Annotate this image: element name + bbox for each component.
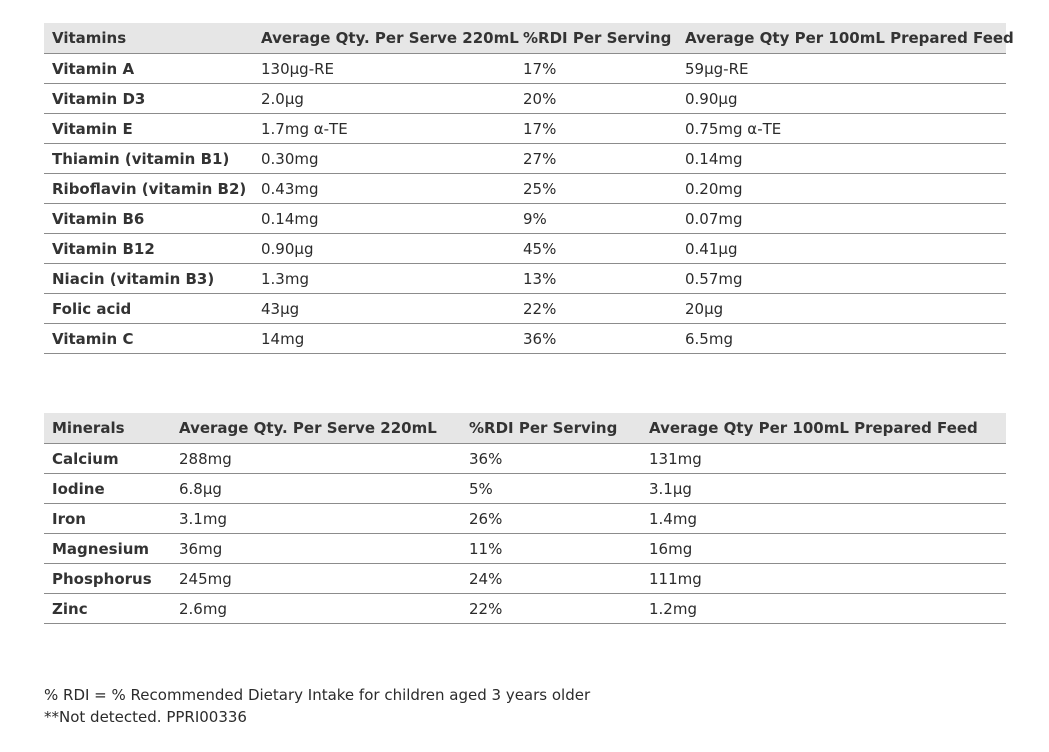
per-serve-value: 288mg bbox=[171, 444, 461, 474]
nutrient-name: Vitamin B12 bbox=[44, 234, 253, 264]
table-row bbox=[44, 204, 1006, 234]
footnotes bbox=[44, 684, 590, 728]
rdi-value: 36% bbox=[515, 324, 677, 354]
vitamins-header-name: Vitamins bbox=[44, 23, 253, 54]
table-row bbox=[44, 504, 1006, 534]
per-serve-value: 1.7mg α-TE bbox=[253, 114, 515, 144]
nutrient-name: Vitamin E bbox=[44, 114, 253, 144]
vitamins-header-row bbox=[44, 23, 1006, 54]
vitamins-header-rdi: %RDI Per Serving bbox=[515, 23, 677, 54]
nutrient-name: Riboflavin (vitamin B2) bbox=[44, 174, 253, 204]
per-serve-value: 2.0µg bbox=[253, 84, 515, 114]
table-row bbox=[44, 474, 1006, 504]
per-100ml-value: 0.75mg α-TE bbox=[677, 114, 1006, 144]
per-100ml-value: 1.2mg bbox=[641, 594, 1006, 624]
rdi-footnote: % RDI = % Recommended Dietary Intake for children aged 3 years older bbox=[44, 686, 591, 704]
table-row bbox=[44, 144, 1006, 174]
table-row bbox=[44, 264, 1006, 294]
per-100ml-value: 0.57mg bbox=[677, 264, 1006, 294]
rdi-value: 22% bbox=[461, 594, 641, 624]
minerals-header-name: Minerals bbox=[44, 413, 171, 444]
per-100ml-value: 6.5mg bbox=[677, 324, 1006, 354]
per-serve-value: 14mg bbox=[253, 324, 515, 354]
rdi-value: 17% bbox=[515, 114, 677, 144]
table-row bbox=[44, 234, 1006, 264]
per-100ml-value: 131mg bbox=[641, 444, 1006, 474]
rdi-value: 36% bbox=[461, 444, 641, 474]
nutrient-name: Phosphorus bbox=[44, 564, 171, 594]
nutrient-name: Folic acid bbox=[44, 294, 253, 324]
rdi-value: 27% bbox=[515, 144, 677, 174]
minerals-header-per-100ml: Average Qty Per 100mL Prepared Feed bbox=[641, 413, 1006, 444]
vitamins-header-per-100ml: Average Qty Per 100mL Prepared Feed bbox=[677, 23, 1006, 54]
per-serve-value: 0.14mg bbox=[253, 204, 515, 234]
minerals-header-per-serve: Average Qty. Per Serve 220mL bbox=[171, 413, 461, 444]
per-serve-value: 2.6mg bbox=[171, 594, 461, 624]
per-100ml-value: 0.41µg bbox=[677, 234, 1006, 264]
per-100ml-value: 0.20mg bbox=[677, 174, 1006, 204]
rdi-value: 9% bbox=[515, 204, 677, 234]
per-serve-value: 6.8µg bbox=[171, 474, 461, 504]
per-serve-value: 0.43mg bbox=[253, 174, 515, 204]
per-serve-value: 36mg bbox=[171, 534, 461, 564]
per-serve-value: 0.30mg bbox=[253, 144, 515, 174]
per-100ml-value: 0.14mg bbox=[677, 144, 1006, 174]
table-row bbox=[44, 174, 1006, 204]
per-serve-value: 0.90µg bbox=[253, 234, 515, 264]
per-100ml-value: 0.07mg bbox=[677, 204, 1006, 234]
vitamins-header-per-serve: Average Qty. Per Serve 220mL bbox=[253, 23, 515, 54]
rdi-value: 22% bbox=[515, 294, 677, 324]
per-100ml-value: 59µg-RE bbox=[677, 54, 1006, 84]
table-row bbox=[44, 324, 1006, 354]
minerals-table bbox=[44, 413, 1006, 624]
rdi-value: 11% bbox=[461, 534, 641, 564]
table-row bbox=[44, 54, 1006, 84]
nutrient-name: Vitamin A bbox=[44, 54, 253, 84]
table-row bbox=[44, 534, 1006, 564]
per-100ml-value: 16mg bbox=[641, 534, 1006, 564]
table-row bbox=[44, 564, 1006, 594]
nutrient-name: Thiamin (vitamin B1) bbox=[44, 144, 253, 174]
per-100ml-value: 20µg bbox=[677, 294, 1006, 324]
rdi-value: 24% bbox=[461, 564, 641, 594]
rdi-value: 45% bbox=[515, 234, 677, 264]
nutrient-name: Calcium bbox=[44, 444, 171, 474]
per-serve-value: 130µg-RE bbox=[253, 54, 515, 84]
not-detected-footnote: **Not detected. PPRI00336 bbox=[44, 708, 247, 726]
nutrient-name: Vitamin D3 bbox=[44, 84, 253, 114]
nutrient-name: Magnesium bbox=[44, 534, 171, 564]
table-row bbox=[44, 84, 1006, 114]
per-100ml-value: 3.1µg bbox=[641, 474, 1006, 504]
per-serve-value: 3.1mg bbox=[171, 504, 461, 534]
per-serve-value: 245mg bbox=[171, 564, 461, 594]
rdi-value: 13% bbox=[515, 264, 677, 294]
per-100ml-value: 111mg bbox=[641, 564, 1006, 594]
rdi-value: 17% bbox=[515, 54, 677, 84]
nutrient-name: Niacin (vitamin B3) bbox=[44, 264, 253, 294]
rdi-value: 20% bbox=[515, 84, 677, 114]
table-row bbox=[44, 594, 1006, 624]
nutrient-name: Zinc bbox=[44, 594, 171, 624]
per-serve-value: 43µg bbox=[253, 294, 515, 324]
per-100ml-value: 0.90µg bbox=[677, 84, 1006, 114]
nutrient-name: Vitamin B6 bbox=[44, 204, 253, 234]
table-row bbox=[44, 444, 1006, 474]
nutrient-name: Iron bbox=[44, 504, 171, 534]
rdi-value: 26% bbox=[461, 504, 641, 534]
minerals-header-rdi: %RDI Per Serving bbox=[461, 413, 641, 444]
per-serve-value: 1.3mg bbox=[253, 264, 515, 294]
rdi-value: 5% bbox=[461, 474, 641, 504]
rdi-value: 25% bbox=[515, 174, 677, 204]
per-100ml-value: 1.4mg bbox=[641, 504, 1006, 534]
nutrient-name: Vitamin C bbox=[44, 324, 253, 354]
minerals-header-row bbox=[44, 413, 1006, 444]
vitamins-table bbox=[44, 23, 1014, 354]
table-row bbox=[44, 114, 1006, 144]
table-row bbox=[44, 294, 1006, 324]
nutrient-name: Iodine bbox=[44, 474, 171, 504]
